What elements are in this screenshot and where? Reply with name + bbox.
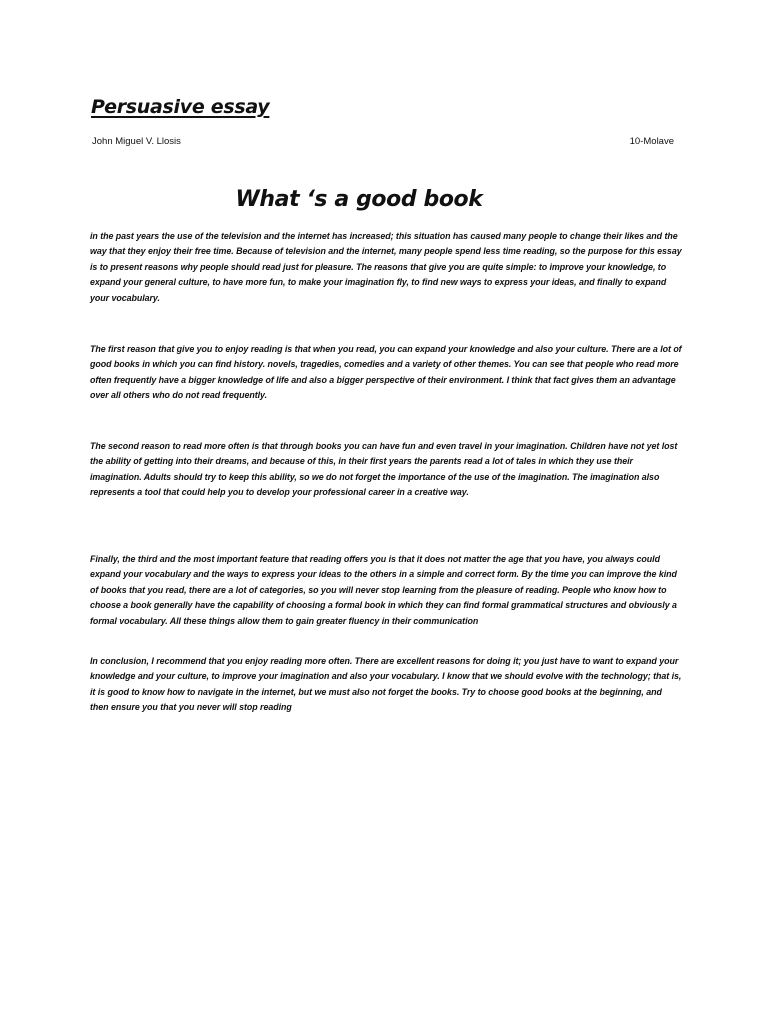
paragraph-third-reason: Finally, the third and the most important feature that reading offers you is that it does not matter the age that you have, you always could expand your vocabulary and the ways to express your ideas to the others in a simple and correct form. By the time you can improve the kind of books that you read, there are a lot of categories, so you will never stop learning from the pleasure of reading. People who know how to choose a book generally have the capability of choosing a formal book in which they can find formal grammatical structures and obviously a formal vocabulary. All these things allow them to gain greater fluency in their communication bbox=[90, 554, 677, 626]
class-section: 10-Molave bbox=[629, 136, 674, 147]
document-heading: Persuasive essay bbox=[91, 96, 270, 118]
paragraph-first-reason: The first reason that give you to enjoy reading is that when you read, you can expand your knowledge and also your culture. There are a lot of good books in which you can find history. novels, tragedies, comedies and a variety of other themes. You can see that people who read more often frequently have a bigger knowledge of life and also a bigger perspective of their environment. I think that fact gives them an advantage over all others who do not read frequently. bbox=[90, 344, 682, 401]
paragraph-second-reason: The second reason to read more often is that through books you can have fun and even travel in your imagination. Children have not yet lost the ability of getting into their dreams, and because of this, in their first years the parents read a lot of tales in which they use their imagination. Adults should try to keep this ability, so we do not forget the importance of the use of the imagination. The imagination also represents a tool that could help you to develop your professional career in a creative way. bbox=[90, 441, 678, 498]
paragraph-introduction: in the past years the use of the television and the internet has increased; this situation has caused many people to change their likes and the way that they enjoy their free time. Because of television and the internet, many people spend less time reading, so the purpose for this essay is to present reasons why people should read just for pleasure. The reasons that give you are quite simple: to improve your knowledge, to expand your general culture, to have more fun, to make your imagination fly, to find new ways to express your ideas, and finally to expand your vocabulary. bbox=[90, 231, 682, 303]
paragraph-conclusion: In conclusion, I recommend that you enjoy reading more often. There are excellent reasons for doing it; you just have to want to expand your knowledge and your culture, to improve your imagination and also your vocabulary. I know that we should evolve with the technology; that is, it is good to know how to navigate in the internet, but we must also not forget the books. Try to choose good books at the beginning, and then ensure you that you never will stop reading bbox=[90, 656, 682, 713]
author-name: John Miguel V. Llosis bbox=[92, 136, 181, 147]
author-line bbox=[92, 135, 674, 148]
essay-title: What ‘s a good book bbox=[235, 187, 483, 212]
